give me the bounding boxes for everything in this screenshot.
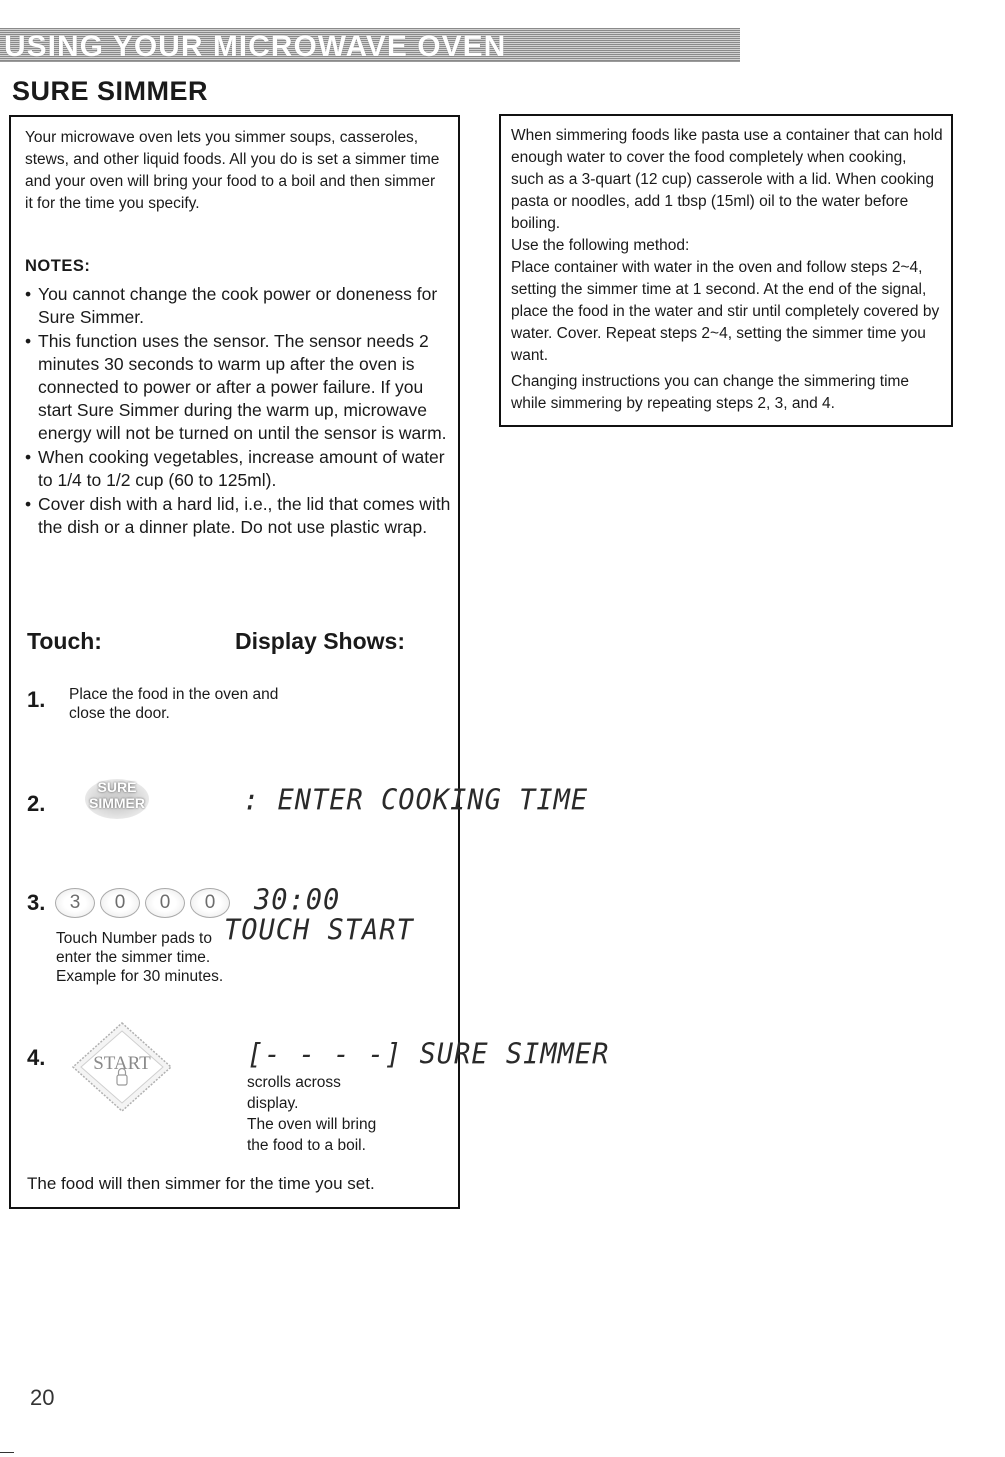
step-2-number: 2. <box>27 791 46 816</box>
tips-paragraph: Changing instructions you can change the simmering time while simmering by repeating steps 2, 3, and 4. <box>511 373 910 412</box>
notes-heading: NOTES: <box>25 257 91 275</box>
pasta-simmer-tips-box <box>499 114 953 427</box>
page-title: SURE SIMMER <box>12 76 209 106</box>
note-item: • You cannot change the cook power or doneness for Sure Simmer. <box>25 284 438 327</box>
notes-list <box>25 283 455 540</box>
display-sure-simmer: [- - - -] SURE SIMMER <box>247 1038 610 1071</box>
note-item: • When cooking vegetables, increase amount of water to 1/4 to 1/2 cup (60 to 125ml). <box>25 447 445 490</box>
touch-column-heading: Touch: <box>27 628 102 654</box>
banner-text: USING YOUR MICROWAVE OVEN <box>4 30 507 63</box>
start-button-label: START <box>93 1053 151 1074</box>
display-column-heading: Display Shows: <box>235 628 405 654</box>
corner-mark <box>0 1452 14 1453</box>
note-item: • This function uses the sensor. The sensor needs 2 minutes 30 seconds to warm up after the oven is connected to power or after a power failure. If you start Sure Simmer during the warm up, microwave energy will not be turned on until the sensor is warm. <box>25 331 447 443</box>
display-time-value: 30:00 <box>254 884 341 917</box>
note-item: • Cover dish with a hard lid, i.e., the lid that comes with the dish or a dinner plate. Do not use plastic wrap. <box>25 494 451 537</box>
tips-paragraph: Place container with water in the oven and follow steps 2~4, setting the simmer time at 1 second. At the end of the signal, place the food in the water and stir until completely covered by water. Cover. Repeat steps 2~4, setting the simmer time you want. <box>511 259 940 364</box>
display-touch-start: TOUCH START <box>224 914 414 947</box>
number-pad-0[interactable]: 0 <box>100 888 140 918</box>
step-1-text: Place the food in the oven and close the door. <box>69 686 279 722</box>
display-enter-cooking-time: : ENTER COOKING TIME <box>243 784 589 817</box>
number-pad-0[interactable]: 0 <box>190 888 230 918</box>
step-4-note: scrolls across display. The oven will bring the food to a boil. <box>247 1074 377 1154</box>
step-3-text: Touch Number pads to enter the simmer time. Example for 30 minutes. <box>56 930 224 985</box>
closing-sentence: The food will then simmer for the time you set. <box>27 1174 375 1193</box>
number-pad-0[interactable]: 0 <box>145 888 185 918</box>
section-banner <box>0 28 740 62</box>
intro-paragraph: Your microwave oven lets you simmer soups, casseroles, stews, and other liquid foods. All you do is set a simmer time and your oven will bring your food to a boil and then simmer it for the time you specify. <box>25 129 440 212</box>
tips-paragraph: When simmering foods like pasta use a container that can hold enough water to cover the food completely when cooking, such as a 3-quart (12 cup) casserole with a lid. When cooking pasta or noodles, add 1 tbsp (15ml) oil to the water before boiling. <box>511 127 943 232</box>
sure-simmer-button[interactable]: SURE SIMMER <box>85 779 149 819</box>
step-3-number: 3. <box>27 890 46 915</box>
number-pad-3[interactable]: 3 <box>55 888 95 918</box>
step-1-number: 1. <box>27 687 46 712</box>
page-number: 20 <box>30 1385 55 1410</box>
step-4-number: 4. <box>27 1045 46 1070</box>
start-button[interactable] <box>63 1019 181 1115</box>
tips-text <box>511 125 943 415</box>
tips-paragraph: Use the following method: <box>511 237 690 254</box>
